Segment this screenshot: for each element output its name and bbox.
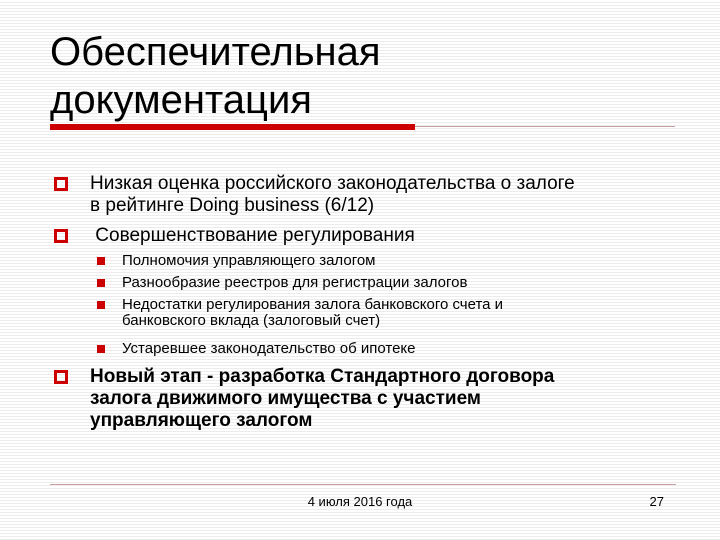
bullet-line: управляющего залогом [90,410,313,431]
sub-bullet-line: Устаревшее законодательство об ипотеке [122,340,416,357]
sub-bullet-text [122,297,662,329]
title-line: документация [50,78,312,122]
filled-square-icon [97,257,105,265]
sub-bullet-line: Полномочия управляющего залогом [122,252,376,269]
bullet-line: Совершенствование регулирования [90,225,415,246]
bullet-line: Низкая оценка российского законодательства о залоге [90,173,575,194]
bullet-text-bold [90,366,680,432]
footer-rule [50,484,676,485]
sub-bullet-text [122,253,662,269]
filled-square-icon [97,301,105,309]
sub-bullet-text [122,341,662,357]
title-line: Обеспечительная [50,30,381,74]
sub-bullet-line: банковского вклада (залоговый счет) [122,312,381,329]
footer-date: 4 июля 2016 года [307,494,413,509]
sub-bullet-text [122,275,662,291]
bullet-text [90,225,680,247]
bullet-line: в рейтинге Doing business (6/12) [90,195,375,216]
slide-title [50,28,690,124]
hollow-square-icon [54,370,68,384]
hollow-square-icon [54,177,68,191]
title-underline-rule [415,126,675,127]
filled-square-icon [97,279,105,287]
hollow-square-icon [54,229,68,243]
sub-bullet-line: Разнообразие реестров для регистрации залогов [122,274,468,291]
sub-bullet-line: Недостатки регулирования залога банковского счета и [122,296,504,313]
bullet-line: залога движимого имущества с участием [90,388,481,409]
filled-square-icon [97,345,105,353]
bullet-line: Новый этап - разработка Стандартного договора [90,366,555,387]
title-underline-accent [50,124,415,130]
page-number: 27 [649,494,664,509]
bullet-text [90,173,680,217]
